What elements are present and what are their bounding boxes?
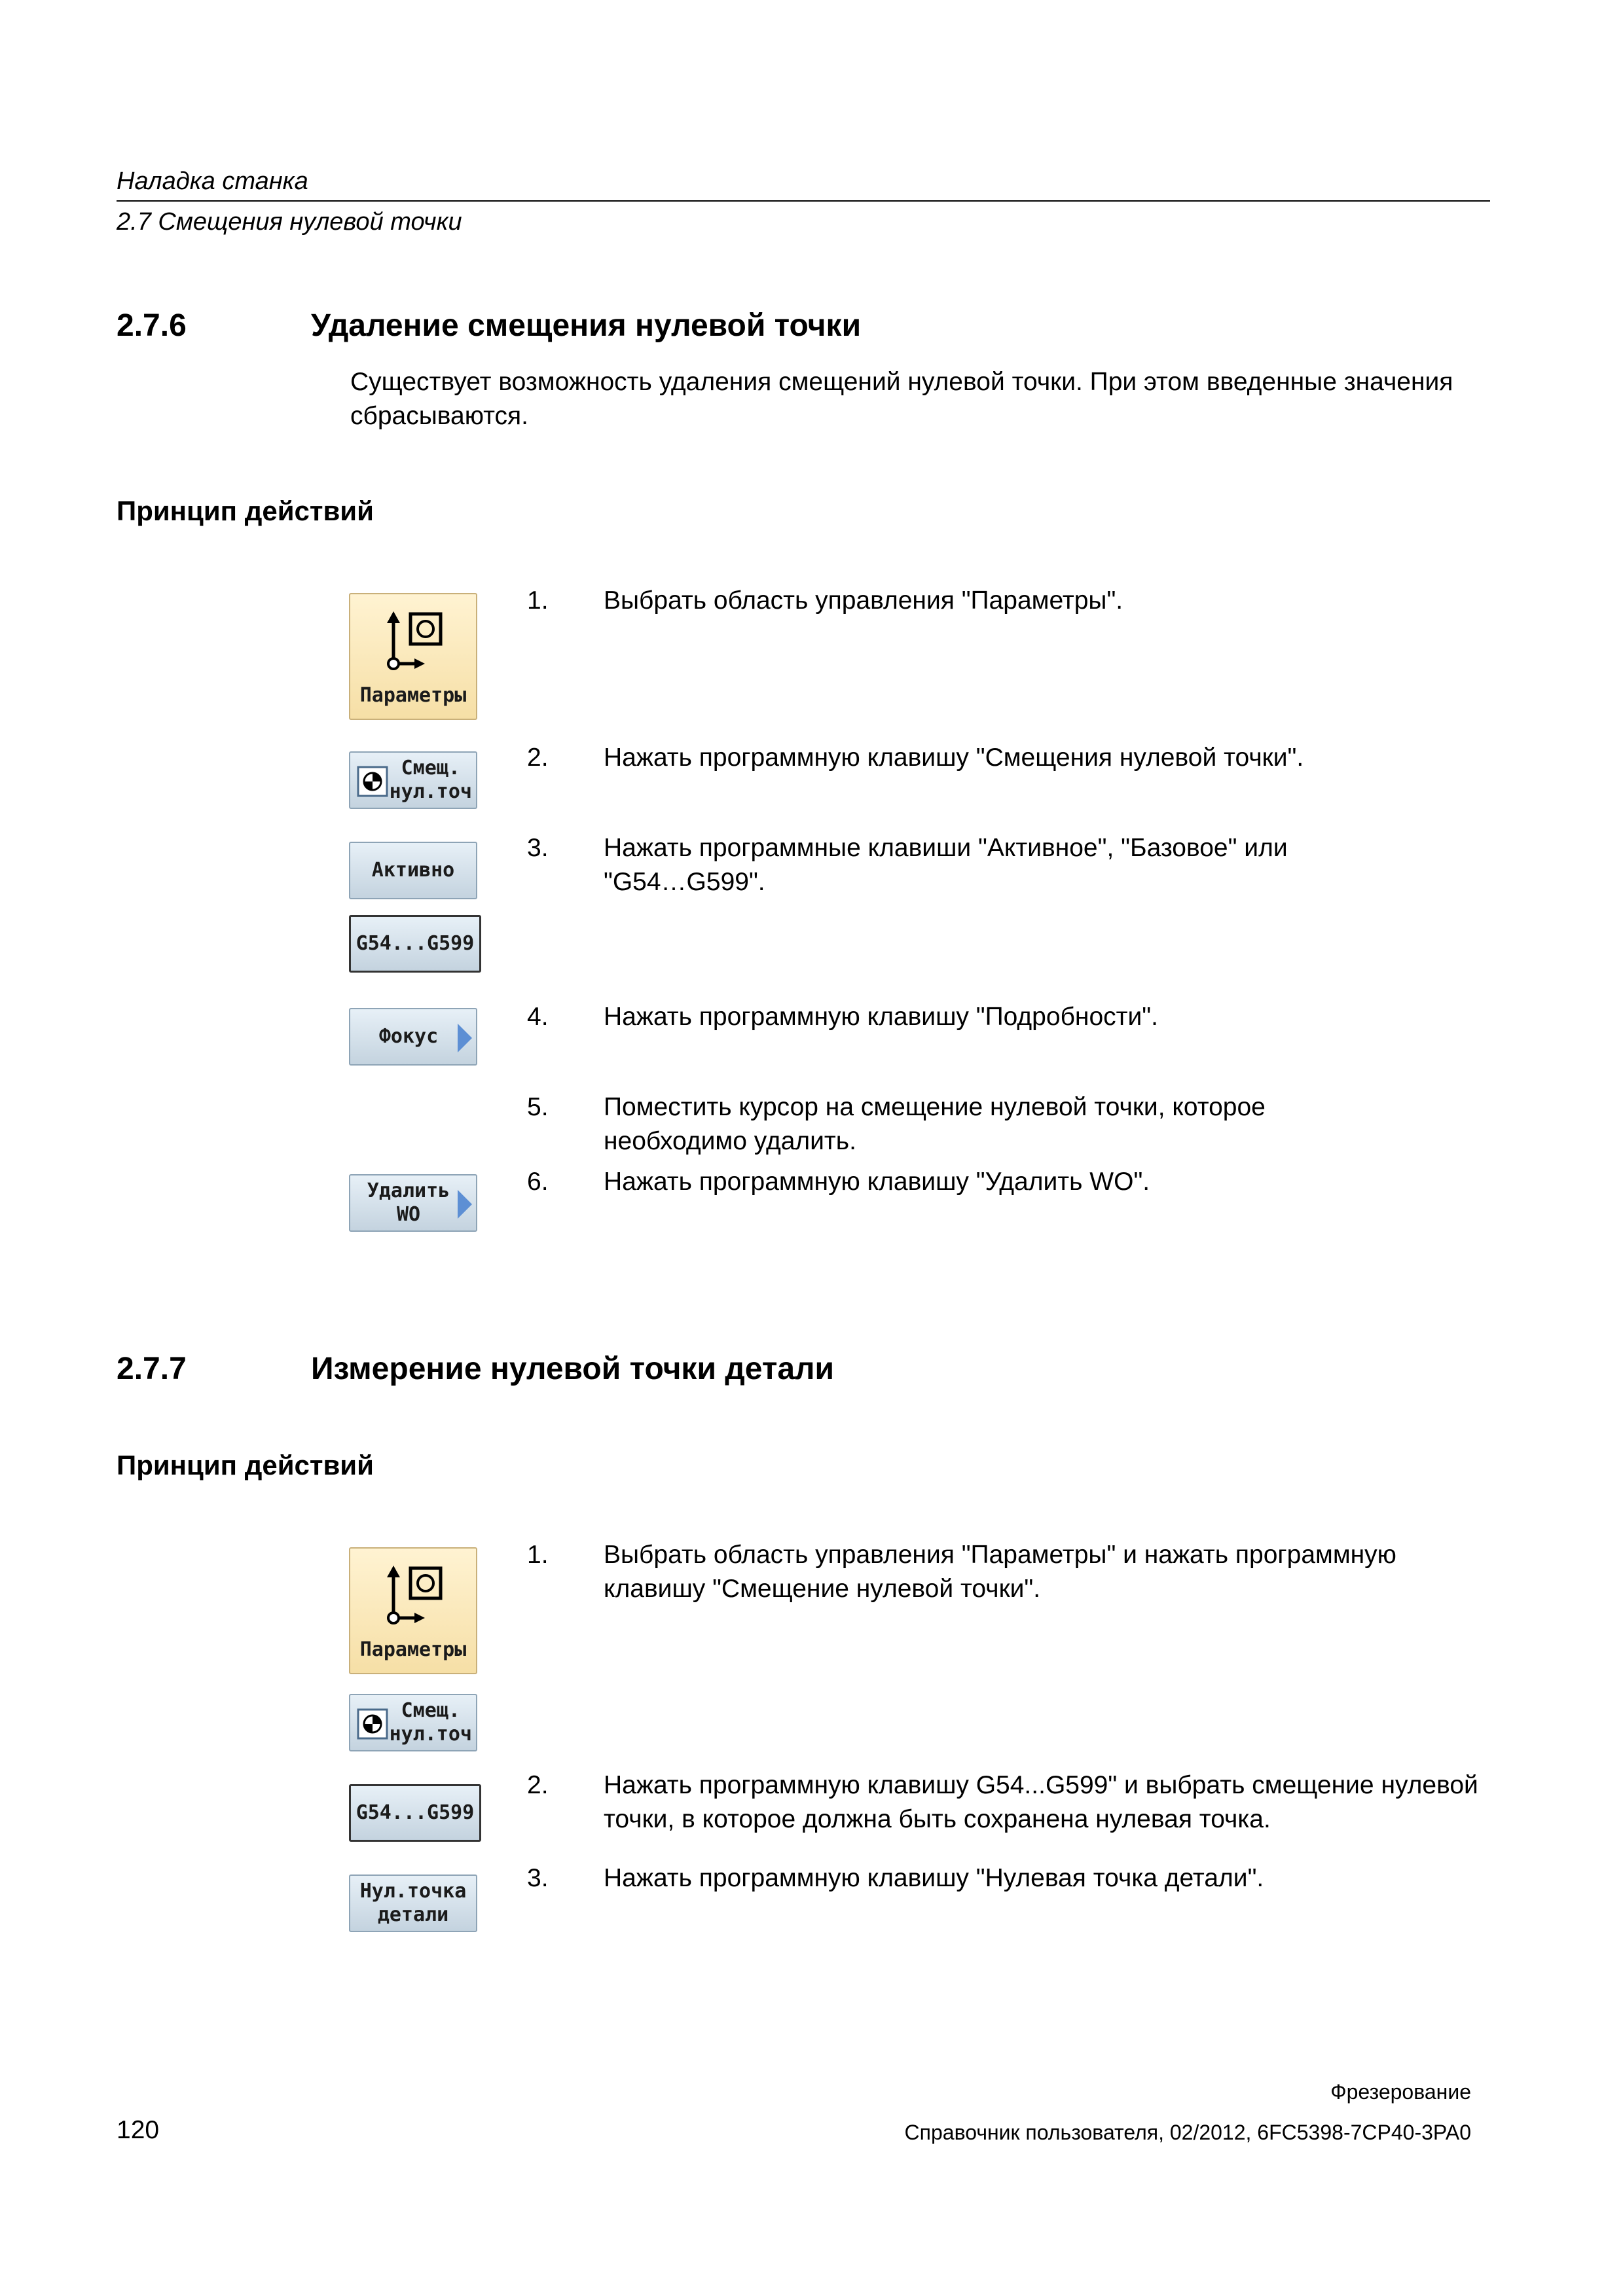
g54-softkey-label: G54...G599 xyxy=(356,932,475,955)
parameters-key-label: Параметры xyxy=(359,1638,467,1661)
section-number-276: 2.7.6 xyxy=(117,308,187,343)
step-number: 2. xyxy=(527,1771,549,1799)
focus-softkey[interactable] xyxy=(349,1008,477,1066)
g54-g599-softkey-277[interactable] xyxy=(349,1784,481,1842)
step-text: Нажать программную клавишу "Смещения нулевой точки". xyxy=(604,744,1304,772)
parameters-key-276[interactable] xyxy=(349,593,477,720)
arrow-right-icon xyxy=(458,1190,472,1219)
active-softkey-label: Активно xyxy=(371,859,455,882)
step-number: 3. xyxy=(527,834,549,862)
subheading-276: Принцип действий xyxy=(117,495,374,526)
zero-offset-label-line1: Смещ. xyxy=(401,757,460,780)
step-text: Нажать программную клавишу "Подробности". xyxy=(604,1003,1158,1031)
step-number: 4. xyxy=(527,1003,549,1031)
step-text: Нажать программную клавишу "Удалить WO". xyxy=(604,1168,1150,1196)
running-header-section: 2.7 Смещения нулевой точки xyxy=(117,208,462,236)
step-text: Нажать программные клавиши "Активное", "Базовое" или "G54…G599". xyxy=(604,834,1288,896)
footer-manual-title: Фрезерование xyxy=(1330,2080,1471,2104)
step-number: 1. xyxy=(527,1541,549,1569)
step-number: 6. xyxy=(527,1168,549,1196)
step-text: Поместить курсор на смещение нулевой точки, которое необходимо удалить. xyxy=(604,1093,1266,1155)
active-softkey[interactable] xyxy=(349,842,477,899)
delete-wo-softkey[interactable] xyxy=(349,1174,477,1232)
zero-offset-label-line2: нул.точ xyxy=(389,1723,472,1746)
step-text: Нажать программную клавишу G54...G599" и выбрать смещение нулевой точки, в которое должна быть сохранена нулевая точка. xyxy=(604,1771,1478,1833)
footer-reference: Справочник пользователя, 02/2012, 6FC5398-7CP40-3PA0 xyxy=(904,2121,1471,2144)
focus-softkey-label: Фокус xyxy=(378,1025,439,1048)
subheading-277: Принцип действий xyxy=(117,1450,374,1480)
section-title-277: Измерение нулевой точки детали xyxy=(311,1352,835,1386)
zero-offset-label-line1: Смещ. xyxy=(401,1699,460,1722)
parameters-icon xyxy=(374,1560,446,1628)
workpiece-zero-softkey[interactable] xyxy=(349,1874,477,1932)
arrow-right-icon xyxy=(458,1024,472,1052)
parameters-icon xyxy=(374,606,446,674)
g54-g599-softkey-276[interactable] xyxy=(349,915,481,973)
zero-offset-icon xyxy=(357,1708,388,1740)
header-rule xyxy=(117,200,1490,202)
section-intro-276: Существует возможность удаления смещений нулевой точки. При этом введенные значения сбрасываются. xyxy=(350,368,1453,430)
step-number: 5. xyxy=(527,1093,549,1121)
workpiece-zero-label-line2: детали xyxy=(377,1903,449,1926)
section-number-277: 2.7.7 xyxy=(117,1352,187,1386)
step-text: Выбрать область управления "Параметры" и нажать программную клавишу "Смещение нулевой точки". xyxy=(604,1541,1396,1603)
zero-offset-label-line2: нул.точ xyxy=(389,780,472,803)
g54-softkey-label: G54...G599 xyxy=(356,1801,475,1824)
step-number: 3. xyxy=(527,1864,549,1892)
zero-offset-icon xyxy=(357,766,388,797)
step-text: Выбрать область управления "Параметры". xyxy=(604,586,1123,615)
workpiece-zero-label-line1: Нул.точка xyxy=(359,1880,467,1903)
delete-wo-label-line1: Удалить xyxy=(367,1179,450,1202)
zero-offset-softkey-276[interactable] xyxy=(349,751,477,809)
delete-wo-label-line2: WO xyxy=(396,1203,421,1226)
running-header-chapter: Наладка станка xyxy=(117,168,308,195)
step-text: Нажать программную клавишу "Нулевая точка детали". xyxy=(604,1864,1264,1892)
parameters-key-label: Параметры xyxy=(359,684,467,707)
section-title-276: Удаление смещения нулевой точки xyxy=(311,308,862,343)
step-number: 1. xyxy=(527,586,549,615)
parameters-key-277[interactable] xyxy=(349,1547,477,1674)
zero-offset-softkey-277[interactable] xyxy=(349,1694,477,1751)
page-number: 120 xyxy=(117,2116,160,2144)
step-number: 2. xyxy=(527,744,549,772)
